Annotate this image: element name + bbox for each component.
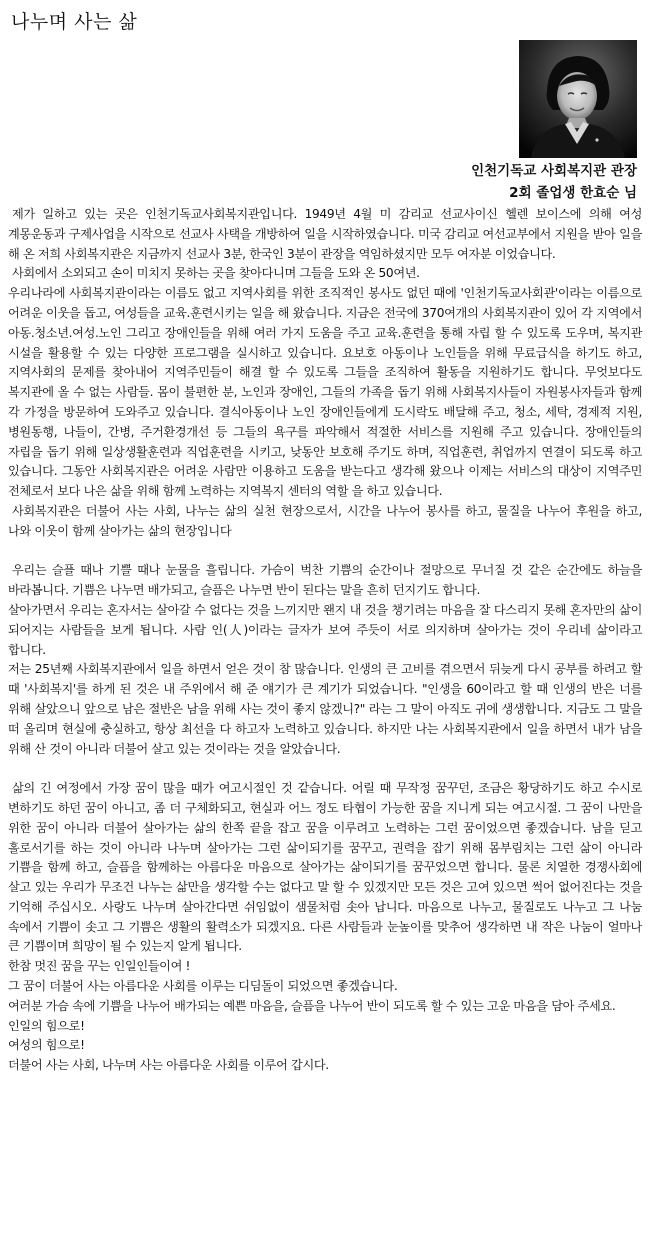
closing-line: 그 꿈이 더불어 사는 아름다운 사회를 이루는 디딤돌이 되었으면 좋겠습니다. bbox=[8, 979, 398, 994]
portrait-photo-icon bbox=[519, 40, 637, 158]
author-byline bbox=[8, 160, 642, 204]
author-photo bbox=[519, 40, 637, 158]
paragraph: 사회복지관은 더불어 사는 사회, 나누는 삶의 실천 현장으로서, 시간을 나누어 봉사를 하고, 물질을 나누어 후원을 하고, 나와 이웃이 함께 살아가는 삶의 현장입니다 bbox=[8, 503, 642, 538]
author-position: 인천기독교 사회복지관 관장 bbox=[471, 163, 637, 179]
article-body bbox=[8, 205, 642, 1076]
closing-line: 한참 멋진 꿈을 꾸는 인일인들이여 ! bbox=[8, 959, 191, 974]
closing-line: 여성의 힘으로! bbox=[8, 1038, 85, 1053]
closing-line: 인일의 힘으로! bbox=[8, 1018, 85, 1033]
closing-line: 여러분 가슴 속에 기쁨을 나누어 배가되는 예쁜 마음을, 슬픔을 나누어 반이 되도록 할 수 있는 고운 마음을 담아 주세요. bbox=[8, 998, 616, 1013]
paragraph: 제가 일하고 있는 곳은 인천기독교사회복지관입니다. 1949년 4월 미 감리교 선교사이신 헬렌 보이스에 의해 여성 계몽운동과 구제사업을 시작으로 선교사 사택을 개방하여 일을 시작하였습니다. 미국 감리교 여선교부에서 지원을 받아 일을 해 온 저희 사회복지관은 지금까지 선교사 3분, 한국인 3분이 관장을 역임하셨지만 모두 여자분 이었습니다. bbox=[8, 207, 642, 261]
paragraph: 삶의 긴 여정에서 가장 꿈이 많을 때가 여고시절인 것 같습니다. 어릴 때 무작정 꿈꾸던, 조금은 황당하기도 하고 수시로 변하기도 하던 꿈이 아니고, 좀 더 구체화되고, 현실과 어느 정도 타협이 가능한 꿈을 지니게 되는 여고시절. 그 꿈이 나만을 위한 꿈이 아니라 더불어 살아가는 삶의 한쪽 끝을 잡고 꿈을 이루려고 노력하는 그런 꿈이었으면 좋겠습니다. 남을 딛고 홀로서기를 하는 것이 아니라 나누며 살아가는 그런 삶이되기를 꿈꾸고, 권력을 잡기 위해 몸부림치는 그런 삶이 아니라 기쁨을 함께 하고, 슬픔을 함께하는 아름다운 마음으로 살아가는 삶이되기를 꿈꾸었으면 합니다. 물론 치열한 경쟁사회에 살고 있는 우리가 무조건 나누는 삶만을 생각할 수는 없다고 말 할 수 있겠지만 모든 것은 고여 있으면 썩어 없어진다는 것을 기억해 주십시오. 사랑도 나누며 살아간다면 쉬임없이 샘물처럼 솟아 납니다. 마음으로 나누고, 물질로도 나누고 그 나눔 속에서 기쁨이 솟고 그 기쁨은 생활의 활력소가 되겠지요. 다른 사람들과 눈높이를 맞추어 생각하면 내 작은 나눔이 얼마나 큰 기쁨이며 희망이 될 수 있는지 알게 됩니다. bbox=[8, 781, 642, 954]
closing-line: 더불어 사는 사회, 나누며 사는 아름다운 사회를 이루어 갑시다. bbox=[8, 1058, 329, 1073]
paragraph: 사회에서 소외되고 손이 미치지 못하는 곳을 찾아다니며 그들을 도와 온 50여년. bbox=[12, 266, 420, 281]
page-title: 나누며 사는 삶 bbox=[11, 11, 138, 33]
paragraph: 우리는 슬플 때나 기쁠 때나 눈물을 흘립니다. 가슴이 벅찬 기쁨의 순간이나 절망으로 무너질 것 같은 순간에도 하늘을 바라봅니다. 기쁨은 나누면 배가되고, 슬픔은 나누면 반이 된다는 말을 흔히 던지기도 합니다. bbox=[8, 563, 642, 598]
paragraph: 우리나라에 사회복지관이라는 이름도 없고 지역사회를 위한 조직적인 봉사도 없던 때에 '인천기독교사회관'이라는 이름으로 어려운 이웃을 돕고, 여성들을 교육.훈련시키는 일을 해 왔습니다. 지금은 전국에 370여개의 사회복지관이 있어 각 지역에서 아동.청소년.여성.노인 그리고 장애인들을 위해 여러 가지 도움을 주고 교육.훈련을 통해 자립 할 수 있도록 도우며, 복지관 시설을 활용할 수 있는 다양한 프로그램을 실시하고 있습니다. 요보호 아동이나 노인들을 위해 무료급식을 하기도 하고, 지역사회의 문제를 찾아내어 지역주민들이 해결 할 수 있도록 그들을 조직하여 활동을 지원하기도 합니다. 무엇보다도 복지관에 올 수 없는 사람들. 몸이 불편한 분, 노인과 장애인, 그들의 가족을 돕기 위해 사회복지사들이 자원봉사자들과 함께 각 가정을 방문하여 도와주고 있습니다. 결식아동이나 노인 장애인들에게 도시락도 배달해 주고, 청소, 세탁, 경제적 지원, 병원동행, 나들이, 간병, 주거환경개선 등 그들의 욕구를 파악해서 적절한 서비스를 지원해 주고 있습니다. 장애인들의 자립을 돕기 위해 일상생활훈련과 직업훈련을 시키고, 낮동안 보호해 주기도 하며, 직업훈련, 취업까지 연결이 되도록 하고 있습니다. 그동안 사회복지관은 어려운 사람만 이용하고 도움을 받는다고 생각해 왔으나 이제는 서비스의 대상이 지역주민 전체로서 보다 나은 삶을 위해 함께 노력하는 지역복지 센터의 역할 을 하고 있습니다. bbox=[8, 286, 642, 499]
paragraph: 살아가면서 우리는 혼자서는 살아갈 수 없다는 것을 느끼지만 왠지 내 것을 챙기려는 마음을 잘 다스리지 못해 혼자만의 삶이 되어지는 사람들을 보게 됩니다. 사람 인(人)이라는 글자가 보여 주듯이 서로 의지하며 살아가는 것이 우리네 삶이라고 합니다. bbox=[8, 602, 642, 657]
author-name: 2회 졸업생 한효순 님 bbox=[509, 185, 637, 201]
paragraph-gap bbox=[8, 759, 642, 779]
paragraph-gap bbox=[8, 542, 642, 562]
paragraph: 저는 25년째 사회복지관에서 일을 하면서 얻은 것이 참 많습니다. 인생의 큰 고비를 겪으면서 뒤늦게 다시 공부를 하려고 할 때 '사회복지'를 하게 된 것은 내 주위에서 해 준 얘기가 큰 계기가 되었습니다. "인생을 60이라고 할 때 인생의 반은 너를 위해 살았으니 앞으로 남은 절반은 남을 위해 사는 것이 좋지 않겠니?" 라는 그 말이 아직도 귀에 생생합니다. 지금도 그 말을 떠 올리며 현실에 충실하고, 항상 최선을 다 하고자 노력하고 있습니다. 하지만 나는 사회복지관에서 일을 하면서 내가 남을 위해 산 것이 아니라 더불어 살고 있는 것이라는 것을 알았습니다. bbox=[8, 662, 642, 756]
